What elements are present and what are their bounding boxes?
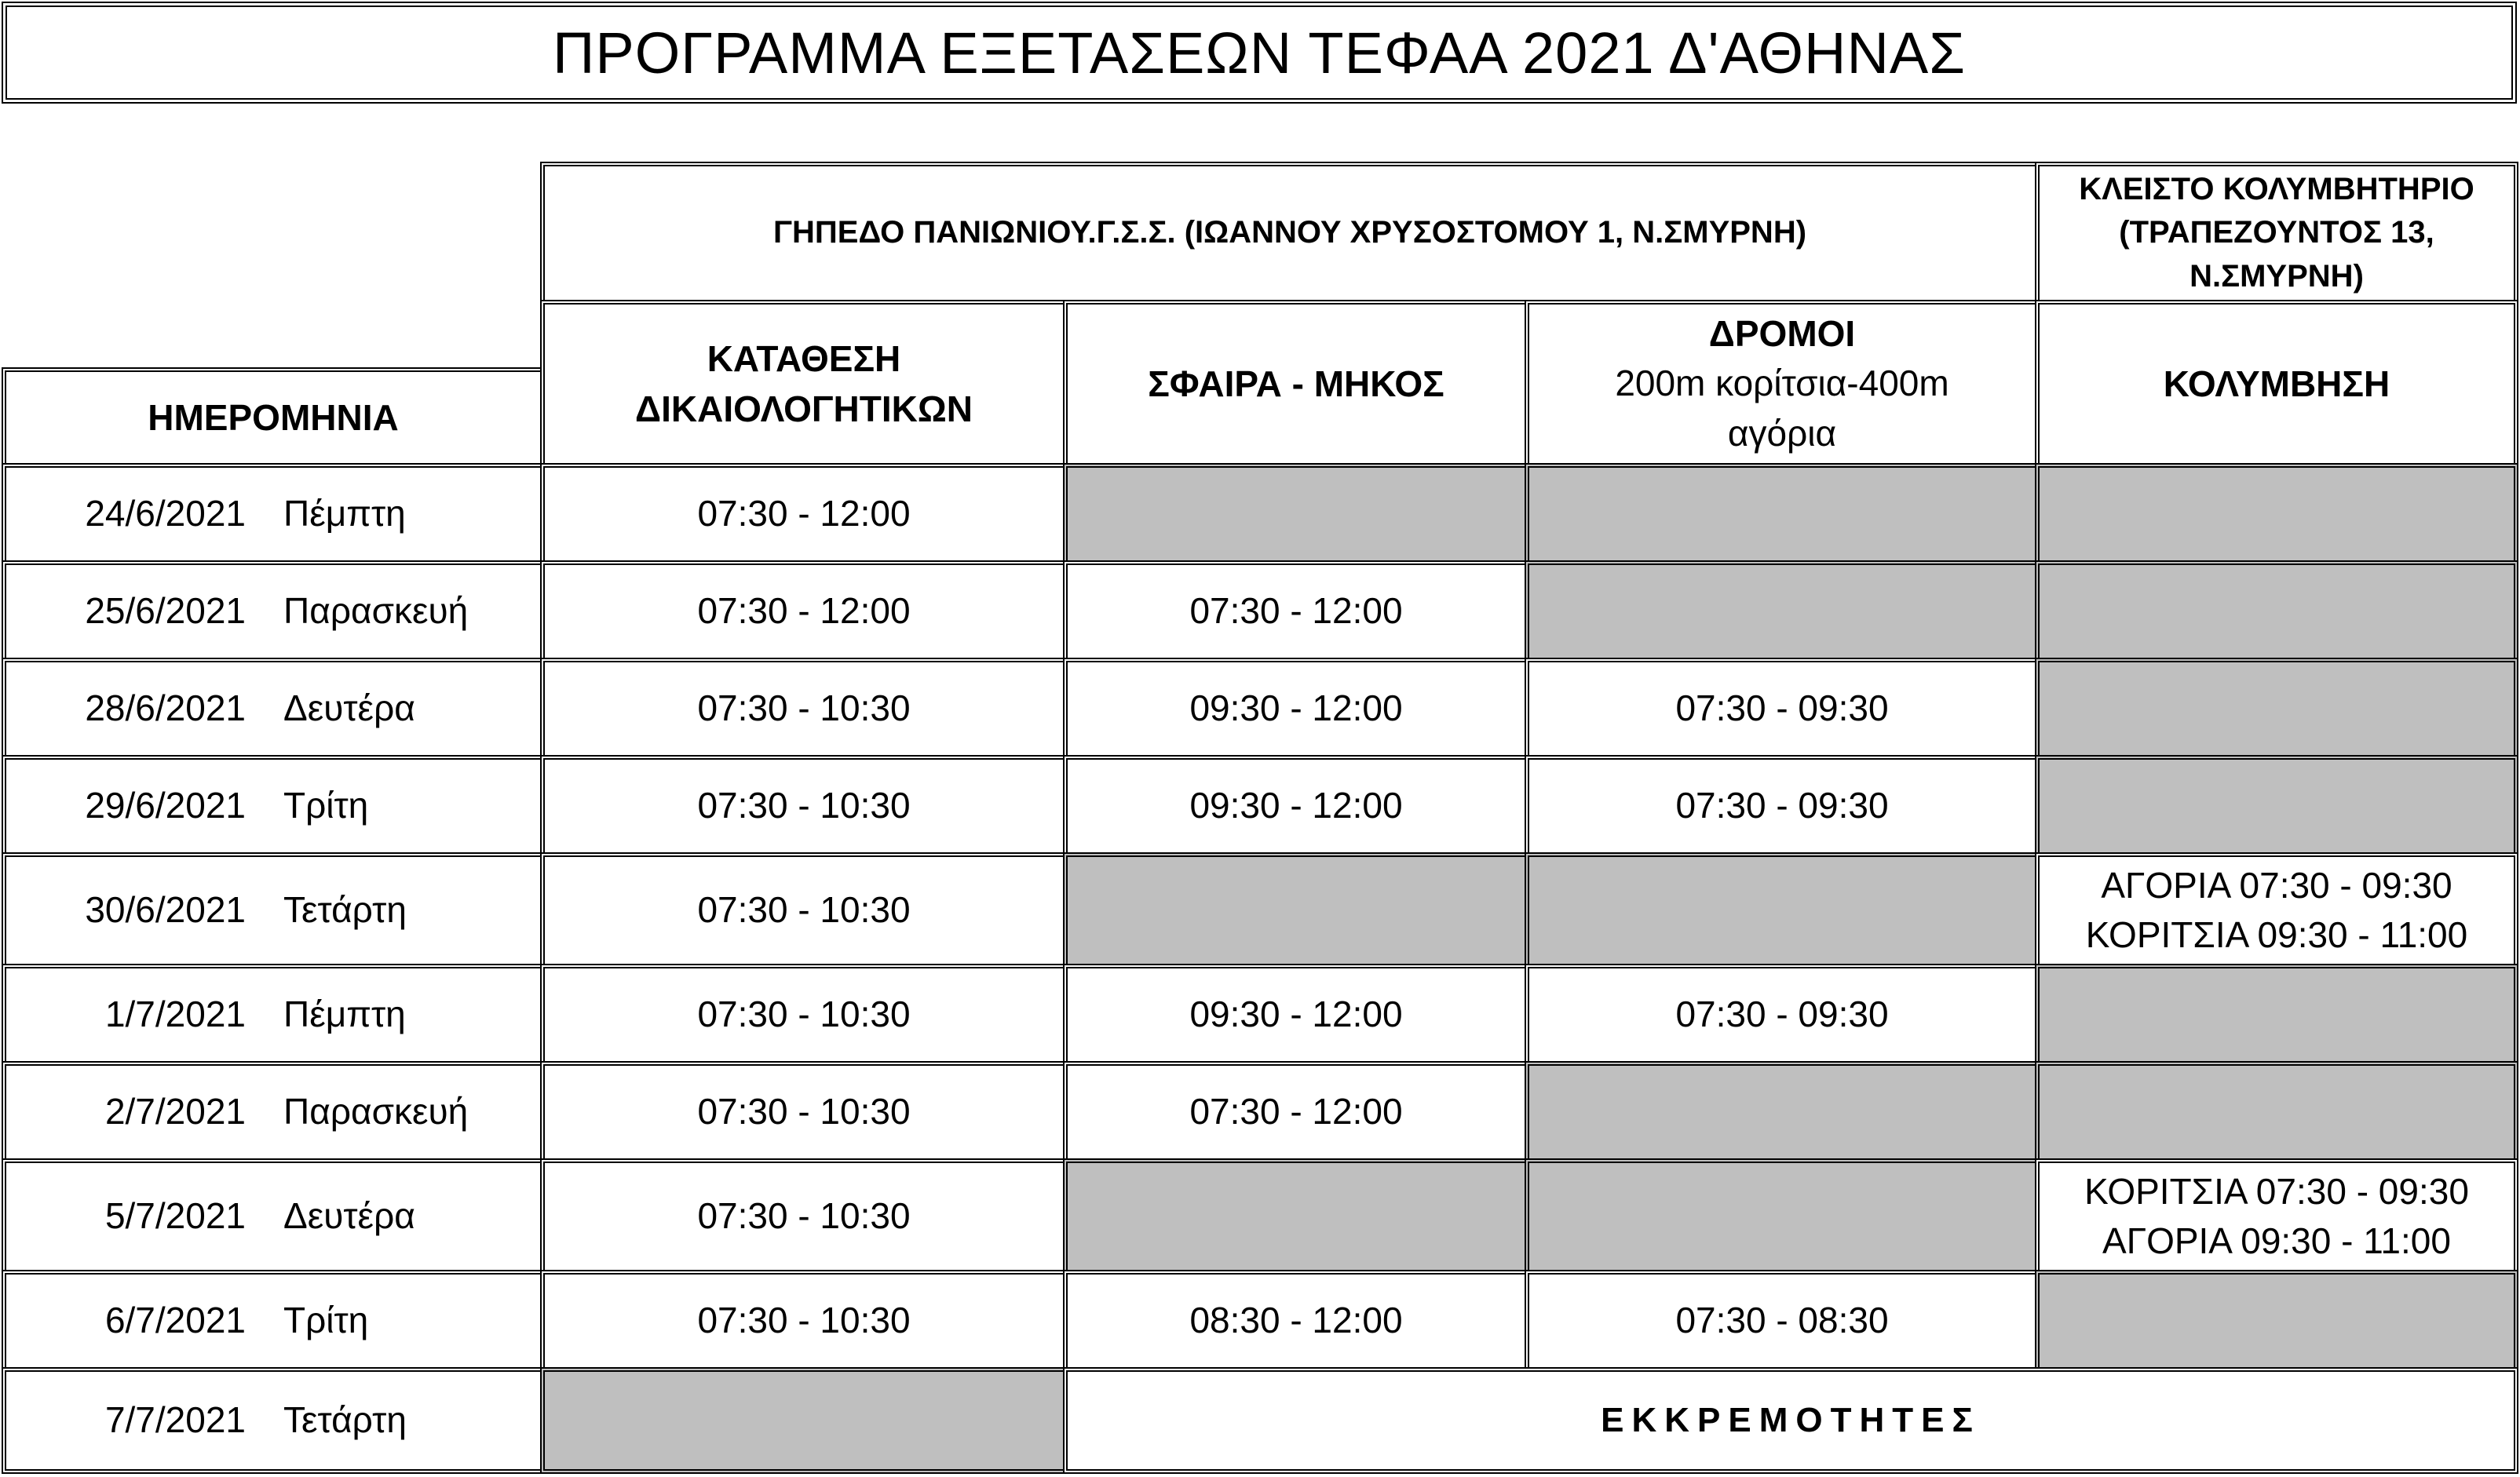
row-date: 1/7/2021	[104, 994, 246, 1035]
table-row-date	[2, 1367, 545, 1474]
runs-cell	[1525, 1270, 2040, 1372]
page-title-box	[2, 2, 2517, 104]
documents-time: 07:30 - 12:00	[697, 590, 911, 632]
documents-cell	[540, 560, 1068, 662]
row-date: 2/7/2021	[104, 1091, 246, 1132]
venue-pool-line-1: ΚΛΕΙΣΤΟ ΚΟΛΥΜΒΗΤΗΡΙΟ	[2079, 172, 2474, 207]
shot-long-cell	[1063, 560, 1529, 662]
venue-pool-line-3: Ν.ΣΜΥΡΝΗ)	[2189, 258, 2364, 294]
header-swimming	[2035, 300, 2518, 468]
documents-time: 07:30 - 12:00	[697, 493, 911, 534]
page-title: ΠΡΟΓΡΑΜΜΑ ΕΞΕΤΑΣΕΩΝ ΤΕΦΑΑ 2021 Δ'ΑΘΗΝΑΣ	[552, 20, 1967, 86]
row-date: 7/7/2021	[104, 1399, 246, 1441]
table-row-date	[2, 1270, 545, 1372]
header-runs-line-2: 200m κορίτσια-400m	[1615, 363, 1949, 404]
row-date: 6/7/2021	[104, 1300, 246, 1341]
header-swimming-label: ΚΟΛΥΜΒΗΣΗ	[2163, 363, 2390, 404]
runs-cell-empty	[1525, 1158, 2040, 1275]
shot-long-time: 08:30 - 12:00	[1189, 1300, 1403, 1341]
documents-time: 07:30 - 10:30	[697, 785, 911, 826]
header-shot-long-label: ΣΦΑΙΡΑ - ΜΗΚΟΣ	[1148, 363, 1444, 404]
swimming-cell-empty	[2035, 658, 2518, 760]
shot-long-time: 09:30 - 12:00	[1189, 687, 1403, 729]
runs-cell-empty	[1525, 852, 2040, 968]
swimming-cell	[2035, 852, 2518, 968]
venue-stadium-header	[540, 162, 2040, 305]
shot-long-cell-empty	[1063, 463, 1529, 565]
runs-cell-empty	[1525, 560, 2040, 662]
venue-pool-header	[2035, 162, 2518, 305]
documents-time: 07:30 - 10:30	[697, 1091, 911, 1132]
venue-pool-line-2: (ΤΡΑΠΕΖΟΥΝΤΟΣ 13,	[2119, 215, 2434, 250]
pending-label: ΕΚΚΡΕΜΟΤΗΤΕΣ	[1601, 1400, 1981, 1439]
runs-cell	[1525, 964, 2040, 1066]
table-row-date	[2, 852, 545, 968]
swimming-time-line-1: ΚΟΡΙΤΣΙΑ 07:30 - 09:30	[2084, 1170, 2469, 1212]
shot-long-cell	[1063, 1061, 1529, 1163]
row-day: Πέμπτη	[283, 994, 406, 1035]
row-date: 24/6/2021	[85, 493, 246, 534]
documents-time: 07:30 - 10:30	[697, 994, 911, 1035]
swimming-time-line-2: ΑΓΟΡΙΑ 09:30 - 11:00	[2102, 1220, 2451, 1261]
documents-cell	[540, 1270, 1068, 1372]
swimming-cell-empty	[2035, 1061, 2518, 1163]
table-row-date	[2, 964, 545, 1066]
shot-long-cell	[1063, 658, 1529, 760]
swimming-time-line-2: ΚΟΡΙΤΣΙΑ 09:30 - 11:00	[2085, 914, 2468, 955]
swimming-cell-empty	[2035, 1270, 2518, 1372]
swimming-cell	[2035, 1158, 2518, 1275]
documents-time: 07:30 - 10:30	[697, 889, 911, 931]
shot-long-cell	[1063, 755, 1529, 857]
shot-long-time: 07:30 - 12:00	[1189, 590, 1403, 632]
documents-cell	[540, 463, 1068, 565]
shot-long-time: 09:30 - 12:00	[1189, 785, 1403, 826]
runs-time: 07:30 - 08:30	[1675, 1300, 1889, 1341]
shot-long-cell	[1063, 964, 1529, 1066]
table-row-date	[2, 463, 545, 565]
runs-time: 07:30 - 09:30	[1675, 785, 1889, 826]
swimming-cell-empty	[2035, 560, 2518, 662]
table-row-date	[2, 658, 545, 760]
documents-cell	[540, 1158, 1068, 1275]
row-date: 25/6/2021	[85, 590, 246, 632]
venue-stadium-text: ΓΗΠΕΔΟ ΠΑΝΙΩΝΙΟΥ.Γ.Σ.Σ. (ΙΩΑΝΝΟΥ ΧΡΥΣΟΣΤΟΜΟΥ 1, Ν.ΣΜΥΡΝΗ)	[772, 215, 1807, 250]
documents-cell	[540, 755, 1068, 857]
row-day: Δευτέρα	[283, 1195, 415, 1237]
runs-cell-empty	[1525, 1061, 2040, 1163]
table-row-date	[2, 1061, 545, 1163]
shot-long-cell	[1063, 1270, 1529, 1372]
swimming-cell-empty	[2035, 463, 2518, 565]
runs-time: 07:30 - 09:30	[1675, 687, 1889, 729]
row-date: 28/6/2021	[85, 687, 246, 729]
header-runs-line-3: αγόρια	[1727, 412, 1837, 454]
pending-cell	[1063, 1367, 2518, 1474]
shot-long-cell-empty	[1063, 1158, 1529, 1275]
documents-cell-empty	[540, 1367, 1068, 1474]
runs-cell-empty	[1525, 463, 2040, 565]
row-day: Τετάρτη	[283, 889, 407, 931]
documents-time: 07:30 - 10:30	[697, 1300, 911, 1341]
swimming-cell-empty	[2035, 964, 2518, 1066]
swimming-cell-empty	[2035, 755, 2518, 857]
table-row-date	[2, 1158, 545, 1275]
header-runs-title: ΔΡΟΜΟΙ	[1708, 312, 1856, 354]
row-day: Παρασκευή	[283, 590, 469, 632]
table-row-date	[2, 560, 545, 662]
row-date: 29/6/2021	[85, 785, 246, 826]
shot-long-time: 09:30 - 12:00	[1189, 994, 1403, 1035]
documents-cell	[540, 1061, 1068, 1163]
documents-cell	[540, 658, 1068, 760]
row-day: Τετάρτη	[283, 1399, 407, 1441]
header-documents-line-2: ΔΙΚΑΙΟΛΟΓΗΤΙΚΩΝ	[635, 388, 973, 429]
row-day: Τρίτη	[283, 1300, 369, 1341]
header-date-label: ΗΜΕΡΟΜΗΝΙΑ	[148, 396, 399, 438]
runs-time: 07:30 - 09:30	[1675, 994, 1889, 1035]
table-row-date	[2, 755, 545, 857]
shot-long-time: 07:30 - 12:00	[1189, 1091, 1403, 1132]
row-day: Δευτέρα	[283, 687, 415, 729]
documents-time: 07:30 - 10:30	[697, 1195, 911, 1237]
documents-cell	[540, 964, 1068, 1066]
header-shot-long	[1063, 300, 1529, 468]
runs-cell	[1525, 755, 2040, 857]
documents-cell	[540, 852, 1068, 968]
documents-time: 07:30 - 10:30	[697, 687, 911, 729]
header-runs	[1525, 300, 2040, 468]
header-documents-line-1: ΚΑΤΑΘΕΣΗ	[707, 337, 901, 379]
row-date: 30/6/2021	[85, 889, 246, 931]
shot-long-cell-empty	[1063, 852, 1529, 968]
row-date: 5/7/2021	[104, 1195, 246, 1237]
swimming-time-line-1: ΑΓΟΡΙΑ 07:30 - 09:30	[2101, 864, 2452, 906]
header-documents	[540, 300, 1068, 468]
row-day: Παρασκευή	[283, 1091, 469, 1132]
row-day: Πέμπτη	[283, 493, 406, 534]
row-day: Τρίτη	[283, 785, 369, 826]
header-date	[2, 367, 545, 468]
runs-cell	[1525, 658, 2040, 760]
